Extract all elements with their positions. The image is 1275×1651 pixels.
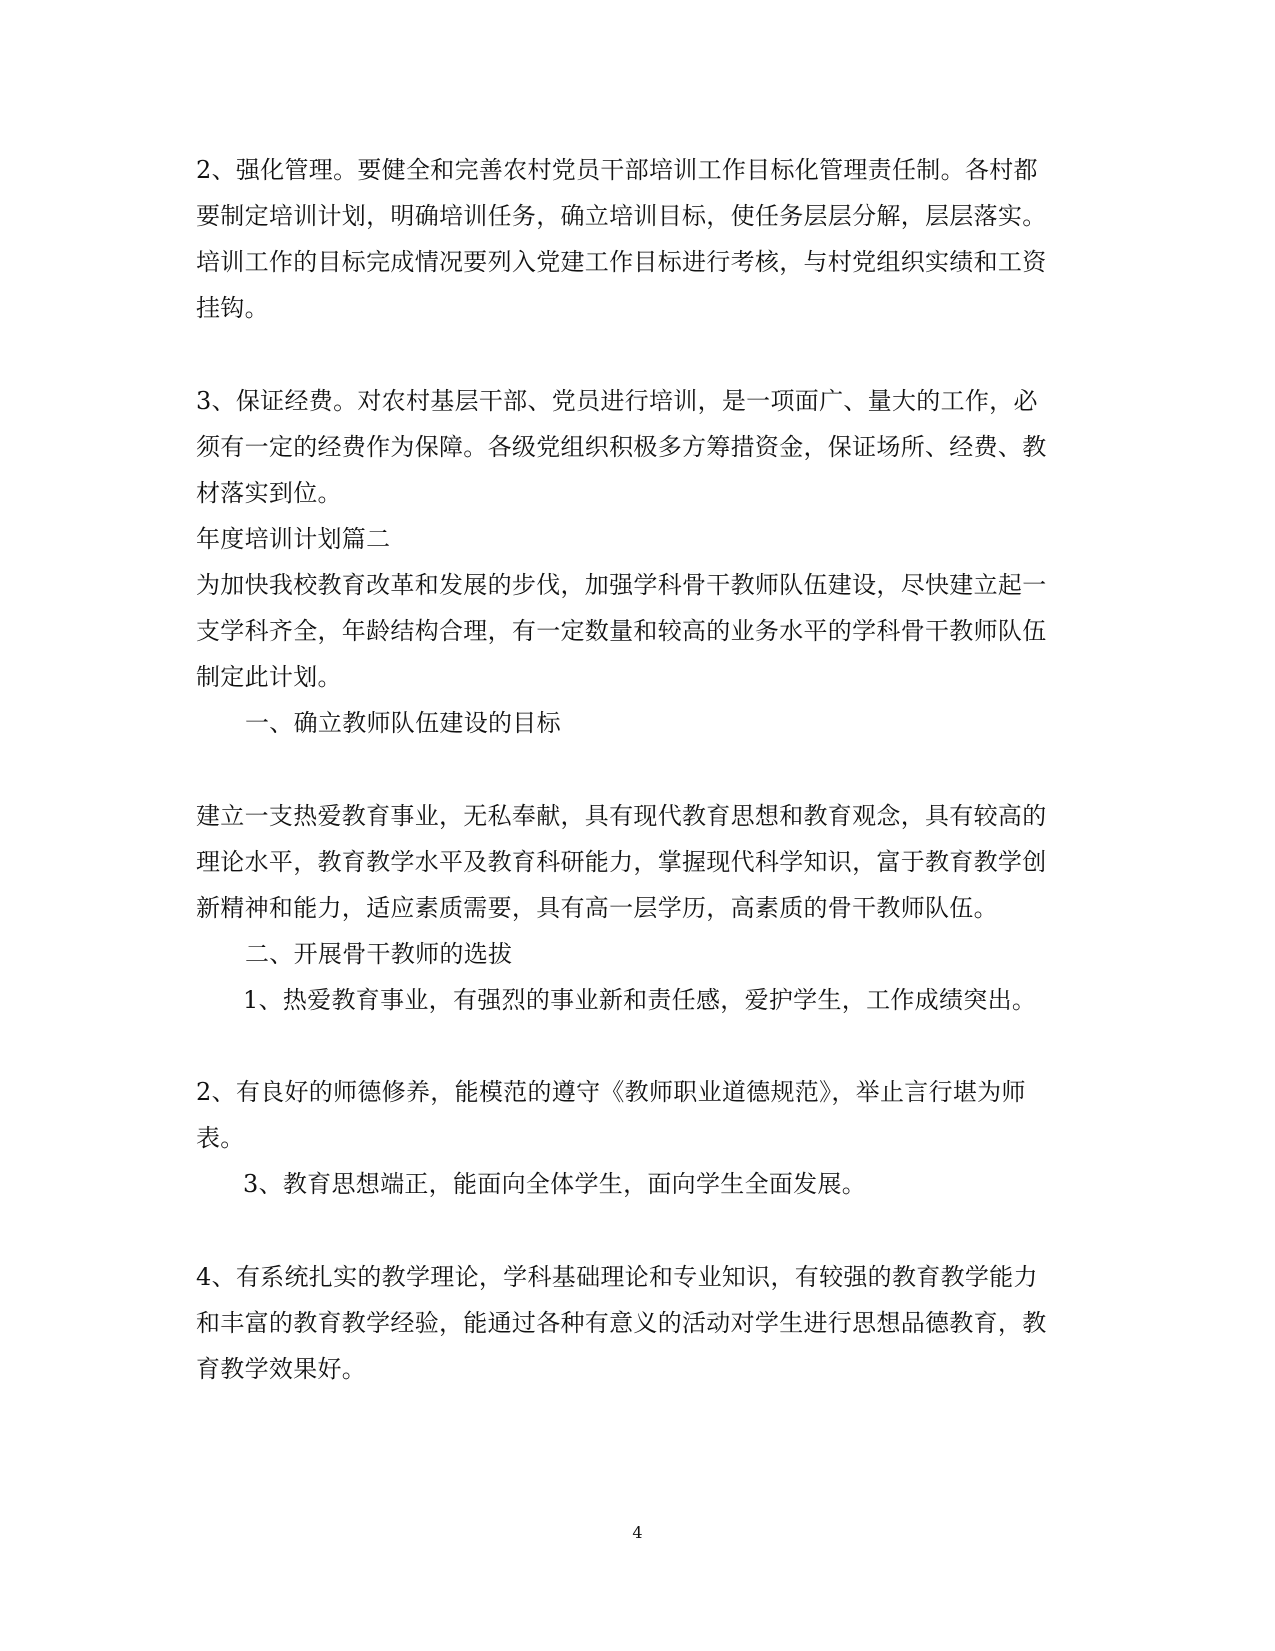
paragraph-line: 制定此计划。 (196, 663, 342, 691)
paragraph-line: 3、保证经费。对农村基层干部、党员进行培训，是一项面广、量大的工作，必 (196, 387, 1038, 415)
section-heading: 年度培训计划篇二 (196, 525, 391, 553)
paragraph-line: 须有一定的经费作为保障。各级党组织积极多方筹措资金，保证场所、经费、教 (196, 433, 1047, 461)
paragraph-line: 2、有良好的师德修养，能模范的遵守《教师职业道德规范》，举止言行堪为师 (196, 1078, 1026, 1106)
paragraph-line: 为加快我校教育改革和发展的步伐，加强学科骨干教师队伍建设，尽快建立起一 (196, 571, 1047, 599)
paragraph-line: 3、教育思想端正，能面向全体学生，面向学生全面发展。 (243, 1170, 867, 1198)
subsection-heading: 一、确立教师队伍建设的目标 (245, 709, 561, 737)
paragraph-line: 建立一支热爱教育事业，无私奉献，具有现代教育思想和教育观念，具有较高的 (196, 802, 1047, 830)
paragraph-line: 表。 (196, 1124, 245, 1152)
subsection-heading: 二、开展骨干教师的选拔 (245, 940, 513, 968)
paragraph-line: 2、强化管理。要健全和完善农村党员干部培训工作目标化管理责任制。各村都 (196, 156, 1038, 184)
paragraph-line: 4、有系统扎实的教学理论，学科基础理论和专业知识，有较强的教育教学能力 (196, 1263, 1038, 1291)
paragraph-line: 和丰富的教育教学经验，能通过各种有意义的活动对学生进行思想品德教育，教 (196, 1309, 1047, 1337)
paragraph-line: 培训工作的目标完成情况要列入党建工作目标进行考核，与村党组织实绩和工资 (196, 248, 1047, 276)
paragraph-line: 1、热爱教育事业，有强烈的事业新和责任感，爱护学生，工作成绩突出。 (243, 986, 1037, 1014)
paragraph-line: 理论水平，教育教学水平及教育科研能力，掌握现代科学知识，富于教育教学创 (196, 848, 1047, 876)
paragraph-line: 要制定培训计划，明确培训任务，确立培训目标，使任务层层分解，层层落实。 (196, 202, 1047, 230)
paragraph-line: 支学科齐全，年龄结构合理，有一定数量和较高的业务水平的学科骨干教师队伍 (196, 617, 1047, 645)
paragraph-line: 育教学效果好。 (196, 1355, 367, 1383)
paragraph-line: 材落实到位。 (196, 479, 342, 507)
page-number: 4 (632, 1523, 643, 1542)
paragraph-line: 挂钩。 (196, 294, 269, 322)
paragraph-line: 新精神和能力，适应素质需要，具有高一层学历，高素质的骨干教师队伍。 (196, 894, 998, 922)
